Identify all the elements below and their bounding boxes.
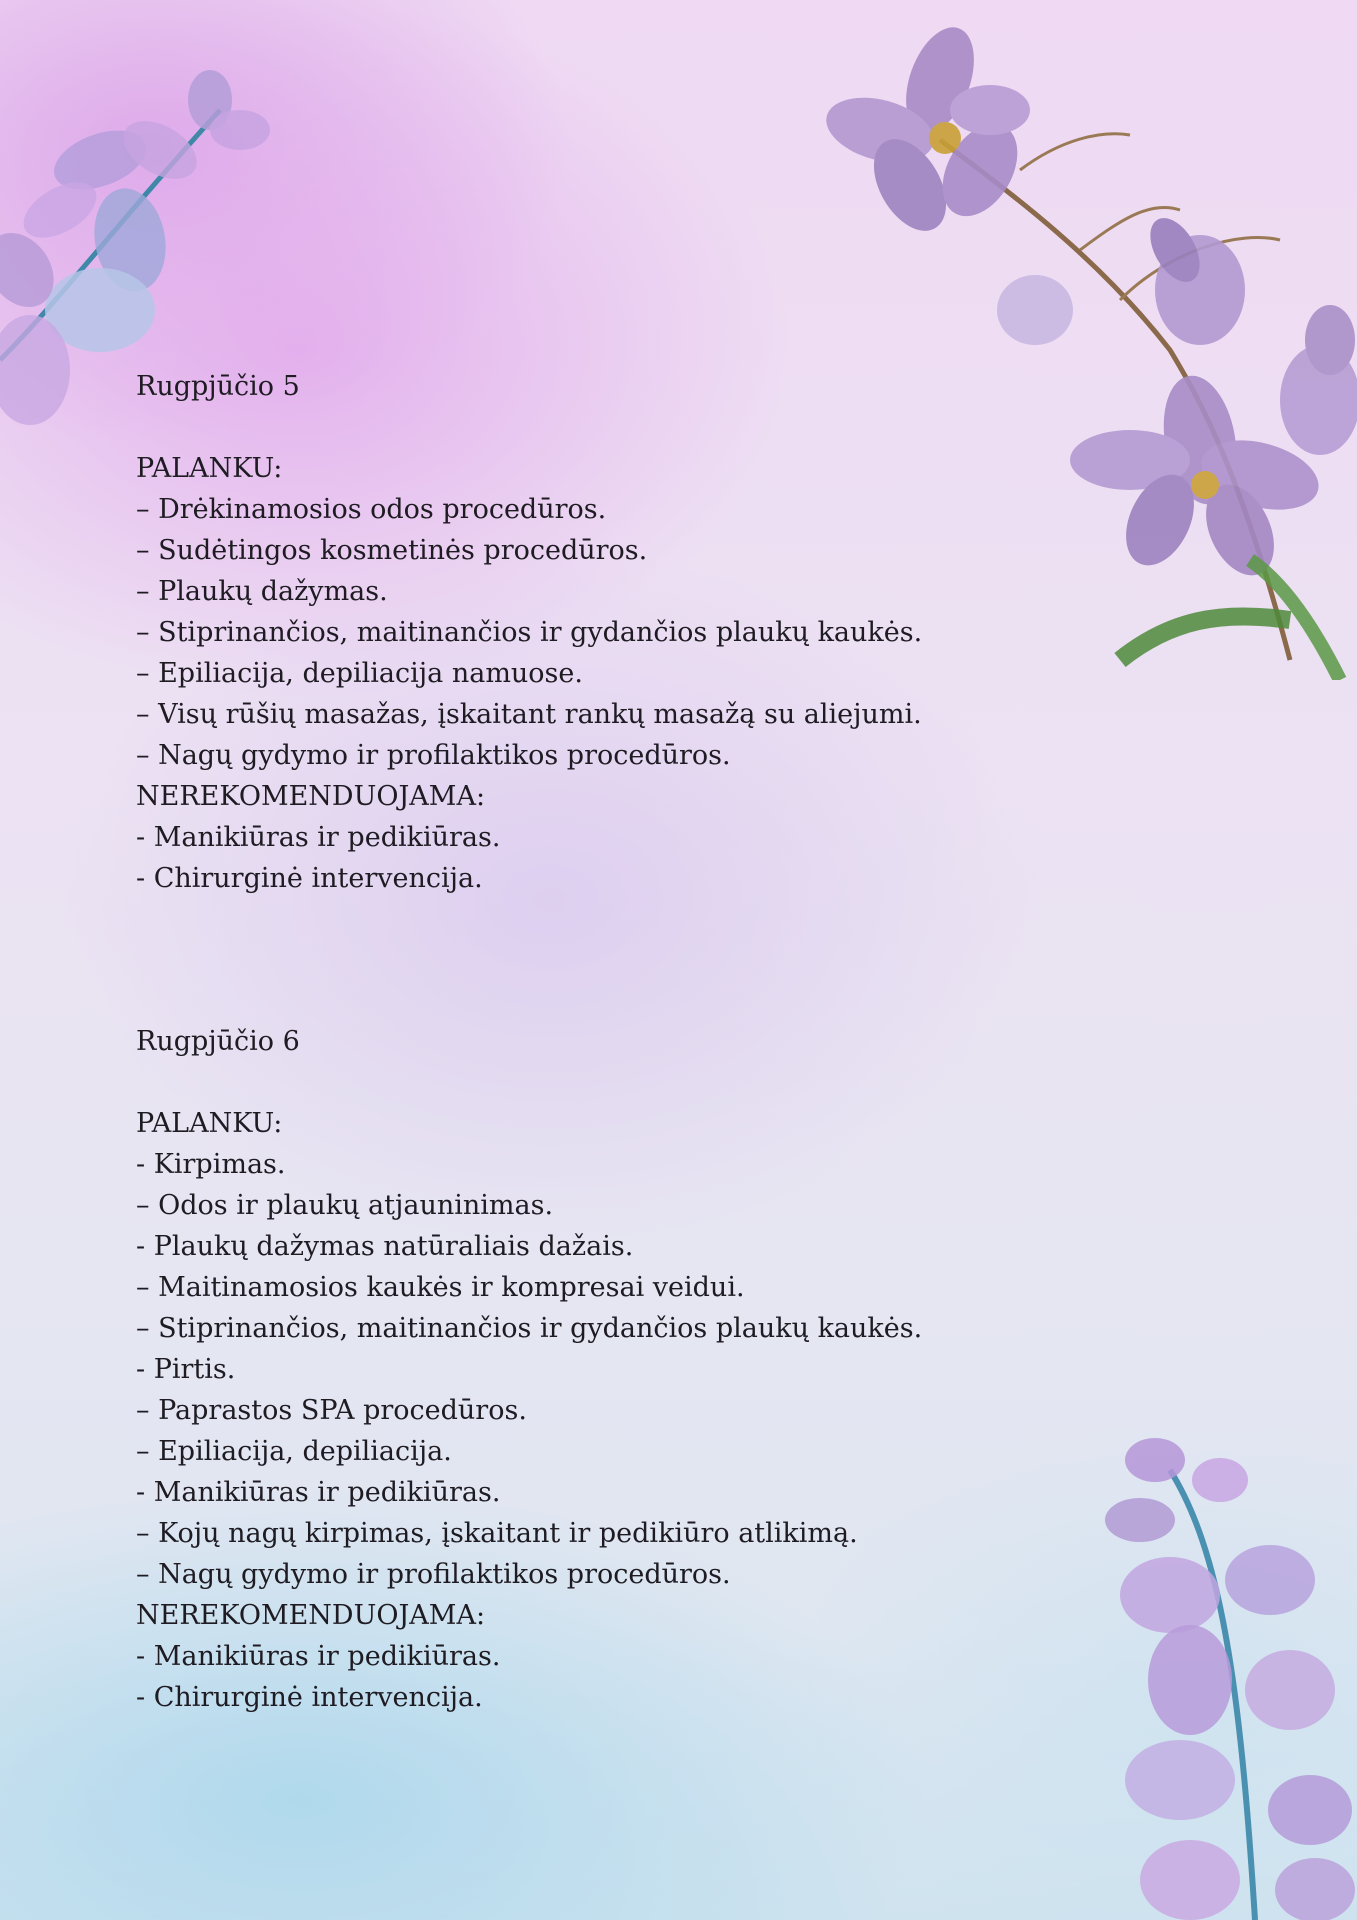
list-item: - Kirpimas. — [136, 1149, 286, 1180]
list-item: - Chirurginė intervencija. — [136, 1682, 483, 1713]
list-item: – Stiprinančios, maitinančios ir gydančios plaukų kaukės. — [136, 1313, 923, 1344]
list-item: - Manikiūras ir pedikiūras. — [136, 822, 501, 853]
list-item: - Pirtis. — [136, 1354, 236, 1385]
not-recommended-heading: NEREKOMENDUOJAMA: — [136, 781, 486, 812]
list-item: – Nagų gydymo ir profilaktikos procedūros. — [136, 740, 731, 771]
list-item: - Manikiūras ir pedikiūras. — [136, 1641, 501, 1672]
day-section-aug-6 — [136, 1021, 1036, 1718]
list-item: – Plaukų dažymas. — [136, 576, 388, 607]
list-item: – Visų rūšių masažas, įskaitant rankų masažą su aliejumi. — [136, 699, 922, 730]
list-item: – Epiliacija, depiliacija. — [136, 1436, 452, 1467]
list-item: – Odos ir plaukų atjauninimas. — [136, 1190, 554, 1221]
day-section-aug-5 — [136, 366, 1036, 899]
favorable-heading: PALANKU: — [136, 1108, 283, 1139]
list-item: – Nagų gydymo ir profilaktikos procedūros. — [136, 1559, 731, 1590]
horoscope-content — [136, 366, 1036, 1718]
list-item: - Plaukų dažymas natūraliais dažais. — [136, 1231, 634, 1262]
leaf-sprig-icon — [1080, 1430, 1357, 1920]
list-item: – Kojų nagų kirpimas, įskaitant ir pedikiūro atlikimą. — [136, 1518, 858, 1549]
not-recommended-heading: NEREKOMENDUOJAMA: — [136, 1600, 486, 1631]
list-item: – Paprastos SPA procedūros. — [136, 1395, 527, 1426]
list-item: - Manikiūras ir pedikiūras. — [136, 1477, 501, 1508]
list-item: – Maitinamosios kaukės ir kompresai veidui. — [136, 1272, 745, 1303]
list-item: – Drėkinamosios odos procedūros. — [136, 494, 607, 525]
list-item: – Epiliacija, depiliacija namuose. — [136, 658, 583, 689]
favorable-heading: PALANKU: — [136, 453, 283, 484]
section-date: Rugpjūčio 6 — [136, 1026, 300, 1057]
list-item: – Stiprinančios, maitinančios ir gydančios plaukų kaukės. — [136, 617, 923, 648]
list-item: – Sudėtingos kosmetinės procedūros. — [136, 535, 648, 566]
list-item: - Chirurginė intervencija. — [136, 863, 483, 894]
section-date: Rugpjūčio 5 — [136, 371, 300, 402]
